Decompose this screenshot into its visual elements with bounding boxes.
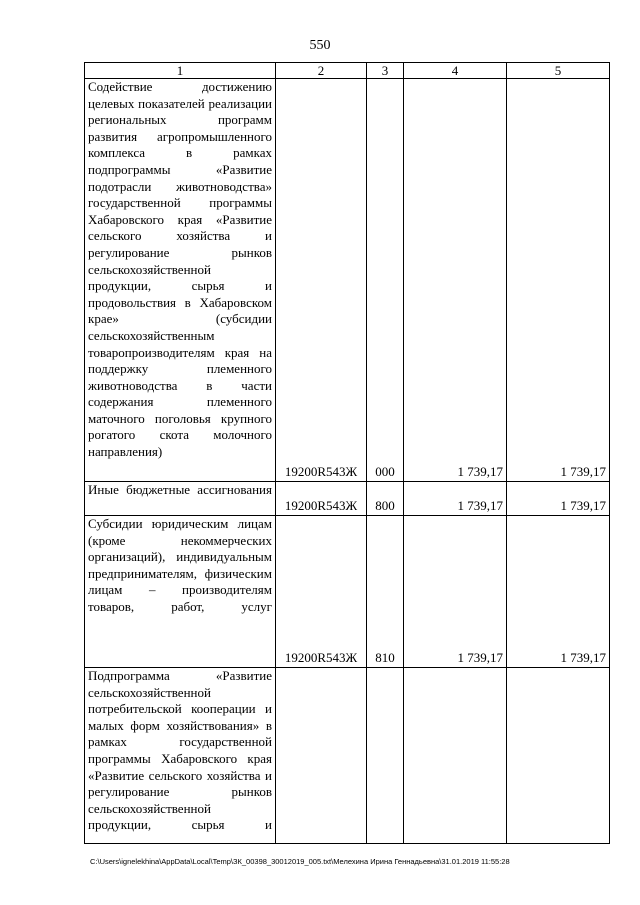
table-row [85,482,610,516]
row-value-5: 1 739,17 [507,482,610,516]
table-header-row [85,63,610,79]
row-name: Иные бюджетные ассигнования [85,482,276,516]
row-type [367,668,404,844]
table-row [85,668,610,844]
row-code: 19200R543Ж [276,516,367,668]
row-value-4 [404,668,507,844]
header-col-3: 3 [367,63,404,79]
row-code [276,668,367,844]
row-type: 810 [367,516,404,668]
table-row [85,79,610,482]
row-name: Подпрограмма «Развитие сельскохозяйственной потребительской кооперации и малых форм хозяйствования» в рамках государственной программы Хабаровского края «Развитие сельского хозяйства и регулирование рынков сельскохозяйственной продукции, сырья и [85,668,276,844]
header-col-1: 1 [85,63,276,79]
budget-table [84,62,610,844]
row-value-4: 1 739,17 [404,516,507,668]
header-col-5: 5 [507,63,610,79]
header-col-4: 4 [404,63,507,79]
row-type: 000 [367,79,404,482]
row-code: 19200R543Ж [276,482,367,516]
table-row [85,516,610,668]
row-code: 19200R543Ж [276,79,367,482]
header-col-2: 2 [276,63,367,79]
row-value-5: 1 739,17 [507,516,610,668]
row-value-4: 1 739,17 [404,79,507,482]
row-value-5 [507,668,610,844]
row-name: Содействие достижению целевых показателей реализации региональных программ развития агропромышленного комплекса в рамках подпрограммы «Развитие подотрасли животноводства» государственной программы Хабаровского края «Развитие сельского хозяйства и регулирование рынков сельскохозяйственной продукции, сырья и продовольствия в Хабаровском крае» (субсидии сельскохозяйственным товаропроизводителям края на поддержку племенного животноводства в части содержания племенного маточного поголовья крупного рогатого скота молочного направления) [85,79,276,482]
row-value-5: 1 739,17 [507,79,610,482]
row-type: 800 [367,482,404,516]
row-name: Субсидии юридическим лицам (кроме некоммерческих организаций), индивидуальным предпринимателям, физическим лицам – производителям товаров, работ, услуг [85,516,276,668]
row-value-4: 1 739,17 [404,482,507,516]
document-path-footer: C:\Users\ignelekhina\AppData\Local\Temp\ЗК_00398_30012019_005.txt\Мелехина Ирина Геннадьевна\31.01.2019 11:55:28 [90,857,510,866]
page-number: 550 [309,38,331,53]
